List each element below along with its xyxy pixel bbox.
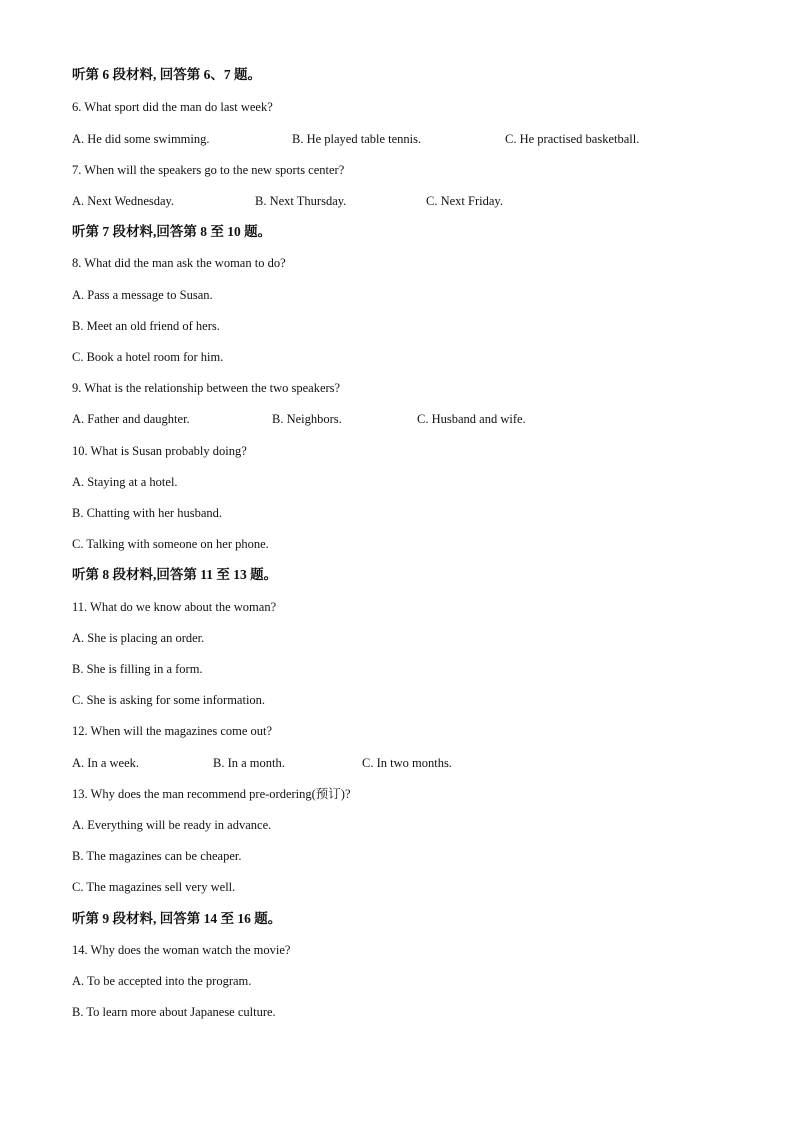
section-heading: 听第 7 段材料,回答第 8 至 10 题。 [72,224,272,239]
option-a: A. Pass a message to Susan. [72,288,213,302]
question-stem: 11. What do we know about the woman? [72,600,277,614]
question-stem: 8. What did the man ask the woman to do? [72,256,286,270]
options-row [72,410,722,428]
option-a: A. She is placing an order. [72,631,205,645]
section-heading: 听第 6 段材料, 回答第 6、7 题。 [72,67,261,82]
section-heading: 听第 9 段材料, 回答第 14 至 16 题。 [72,911,282,926]
question-stem: 9. What is the relationship between the two speakers? [72,381,341,395]
question-stem: 13. Why does the man recommend pre-ordering(预订)? [72,787,351,801]
option-c: C. She is asking for some information. [72,693,266,707]
option-b: B. To learn more about Japanese culture. [72,1005,276,1019]
section-heading: 听第 8 段材料,回答第 11 至 13 题。 [72,567,278,582]
option-c: C. Talking with someone on her phone. [72,537,269,551]
option-c: C. Husband and wife. [417,412,526,426]
options-row [72,754,722,772]
option-c: C. The magazines sell very well. [72,880,236,894]
option-b: B. Meet an old friend of hers. [72,319,220,333]
option-b: B. In a month. [213,756,285,770]
option-a: A. To be accepted into the program. [72,974,252,988]
question-stem: 14. Why does the woman watch the movie? [72,943,291,957]
question-stem: 6. What sport did the man do last week? [72,100,273,114]
option-a: A. Next Wednesday. [72,194,175,208]
option-a: A. In a week. [72,756,139,770]
option-b: B. Chatting with her husband. [72,506,222,520]
option-c: C. He practised basketball. [505,132,640,146]
option-b: B. He played table tennis. [292,132,422,146]
option-a: A. He did some swimming. [72,132,210,146]
option-b: B. The magazines can be cheaper. [72,849,242,863]
question-stem: 12. When will the magazines come out? [72,724,273,738]
option-b: B. Next Thursday. [255,194,347,208]
options-row [72,192,722,210]
option-a: A. Father and daughter. [72,412,190,426]
option-c: C. In two months. [362,756,452,770]
option-b: B. She is filling in a form. [72,662,203,676]
option-c: C. Next Friday. [426,194,503,208]
option-c: C. Book a hotel room for him. [72,350,224,364]
options-row [72,130,722,148]
option-a: A. Staying at a hotel. [72,475,178,489]
option-b: B. Neighbors. [272,412,342,426]
option-a: A. Everything will be ready in advance. [72,818,272,832]
question-stem: 7. When will the speakers go to the new sports center? [72,163,345,177]
question-stem: 10. What is Susan probably doing? [72,444,247,458]
